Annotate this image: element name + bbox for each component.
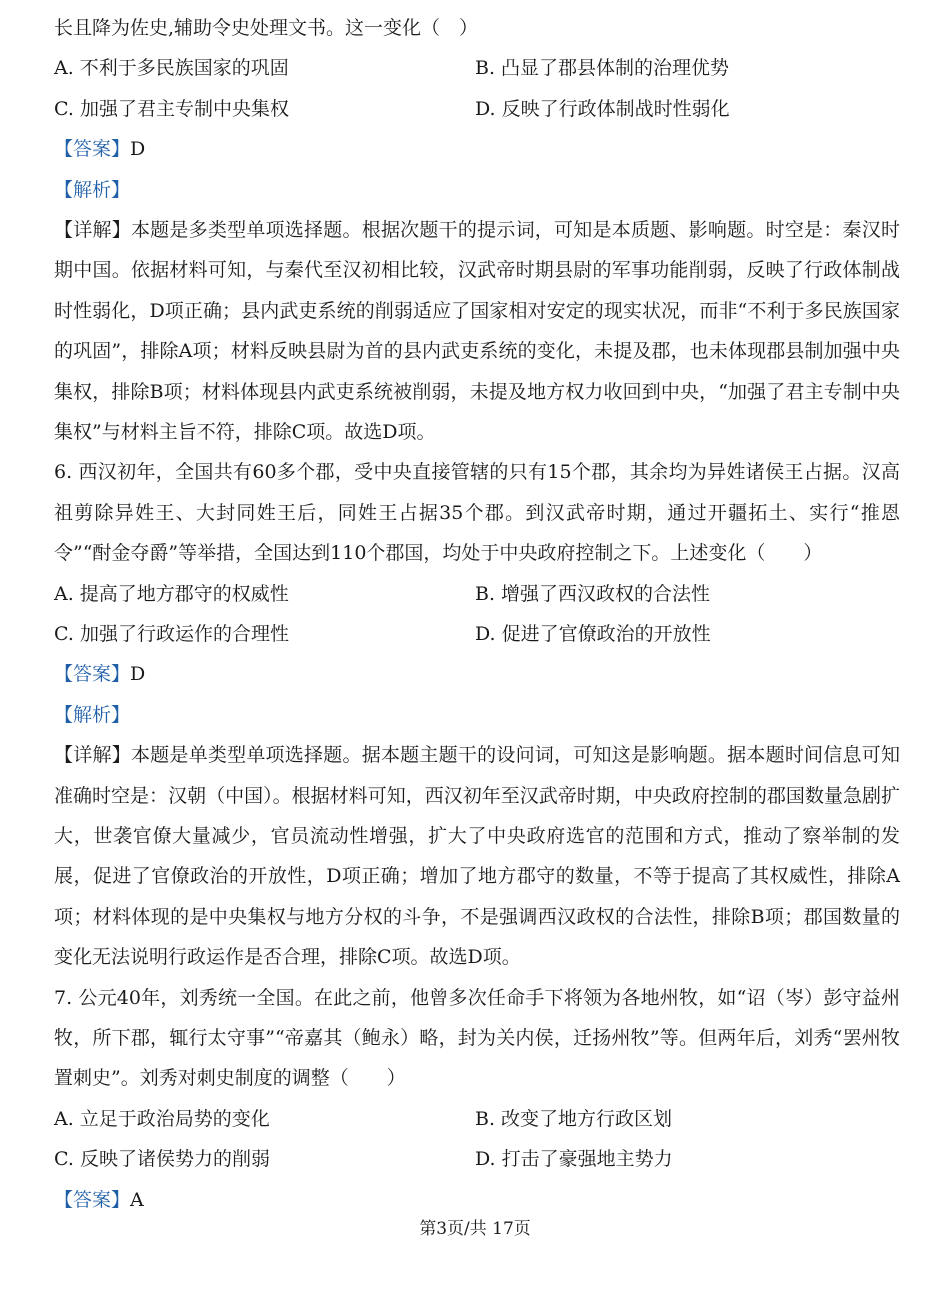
q7-options-row-1 [54,1099,900,1139]
analysis-label: 【解析】 [54,703,131,726]
q5-stem-tail: 长且降为佐史,辅助令史处理文书。这一变化（ ） [54,17,479,39]
answer-label: 【答案】 [54,1188,131,1211]
answer-label: 【答案】 [54,663,131,686]
detail-label: 【详解】 [54,218,131,241]
q7-option-b: B. 改变了地方行政区划 [475,1107,673,1130]
q6-option-a: A. 提高了地方郡守的权威性 [54,582,289,605]
analysis-label: 【解析】 [54,178,131,201]
q5-option-a: A. 不利于多民族国家的巩固 [54,57,289,80]
q6-detail [54,735,900,977]
q7-option-a: A. 立足于政治局势的变化 [54,1107,270,1130]
q5-option-c: C. 加强了君主专制中央集权 [54,97,289,120]
q6-option-c: C. 加强了行政运作的合理性 [54,623,289,645]
q6-analysis-heading [54,695,900,735]
q6-stem: 6. 西汉初年，全国共有60多个郡，受中央直接管辖的只有15个郡，其余均为异姓诸侯王占据。汉高祖剪除异姓王、大封同姓王后，同姓王占据35个郡。到汉武帝时期，通过开疆拓土、实行“推恩令”“酎金夺爵”等举措，全国达到110个郡国，均处于中央政府控制之下。上述变化（ ） [54,461,900,565]
q5-detail [54,210,900,452]
q6-option-d: D. 促进了官僚政治的开放性 [475,623,711,645]
q6-options-row-2 [54,614,900,654]
q7-option-d: D. 打击了豪强地主势力 [475,1148,673,1171]
q6-options-row-1 [54,574,900,614]
q5-option-b: B. 凸显了郡县体制的治理优势 [475,57,730,80]
detail-text: 本题是单类型单项选择题。据本题主题干的设问词，可知这是影响题。据本题时间信息可知准确时空是：汉朝（中国）。根据材料可知，西汉初年至汉武帝时期，中央政府控制的郡国数量急剧扩大，世袭官僚大量减少，官员流动性增强，扩大了中央政府选官的范围和方式，推动了察举制的发展，促进了官僚政治的开放性，D项正确；增加了地方郡守的数量，不等于提高了其权威性，排除A项；材料体现的是中央集权与地方分权的斗争，不是强调西汉政权的合法性，排除B项；郡国数量的变化无法说明行政运作是否合理，排除C项。故选D项。 [54,744,900,969]
q5-answer [54,129,900,169]
q7-option-c: C. 反映了诸侯势力的削弱 [54,1148,270,1171]
q5-analysis-heading [54,170,900,210]
answer-value: A [130,1188,144,1211]
q7-stem: 7. 公元40年，刘秀统一全国。在此之前，他曾多次任命手下将领为各地州牧，如“诏（岑）彭守益州牧，所下郡，辄行太守事”“帝嘉其（鲍永）略，封为关内侯，迁扬州牧”等。但两年后，刘秀“罢州牧置刺史”。刘秀对刺史制度的调整（ ） [54,986,900,1090]
detail-label: 【详解】 [54,744,131,767]
q6-answer [54,654,900,694]
detail-text: 本题是多类型单项选择题。根据次题干的提示词，可知是本质题、影响题。时空是：秦汉时期中国。依据材料可知，与秦代至汉初相比较，汉武帝时期县尉的军事功能削弱，反映了行政体制战时性弱化，D项正确；县内武吏系统的削弱适应了国家相对安定的现实状况，而非“不利于多民族国家的巩固”，排除A项；材料反映县尉为首的县内武吏系统的变化，未提及郡，也未体现郡县制加强中央集权，排除B项；材料体现县内武吏系统被削弱，未提及地方权力收回到中央，“加强了君主专制中央集权”与材料主旨不符，排除C项。故选D项。 [54,218,900,443]
q7-options-row-2 [54,1139,900,1179]
q5-options-row-2 [54,89,900,129]
document-page [54,8,900,1220]
q5-option-d: D. 反映了行政体制战时性弱化 [475,97,730,120]
answer-value: D [130,138,146,161]
page-footer: 第3页/共 17页 [419,1219,531,1239]
answer-label: 【答案】 [54,138,131,161]
q5-options-row-1 [54,48,900,88]
answer-value: D [130,663,146,686]
q6-option-b: B. 增强了西汉政权的合法性 [475,582,711,605]
